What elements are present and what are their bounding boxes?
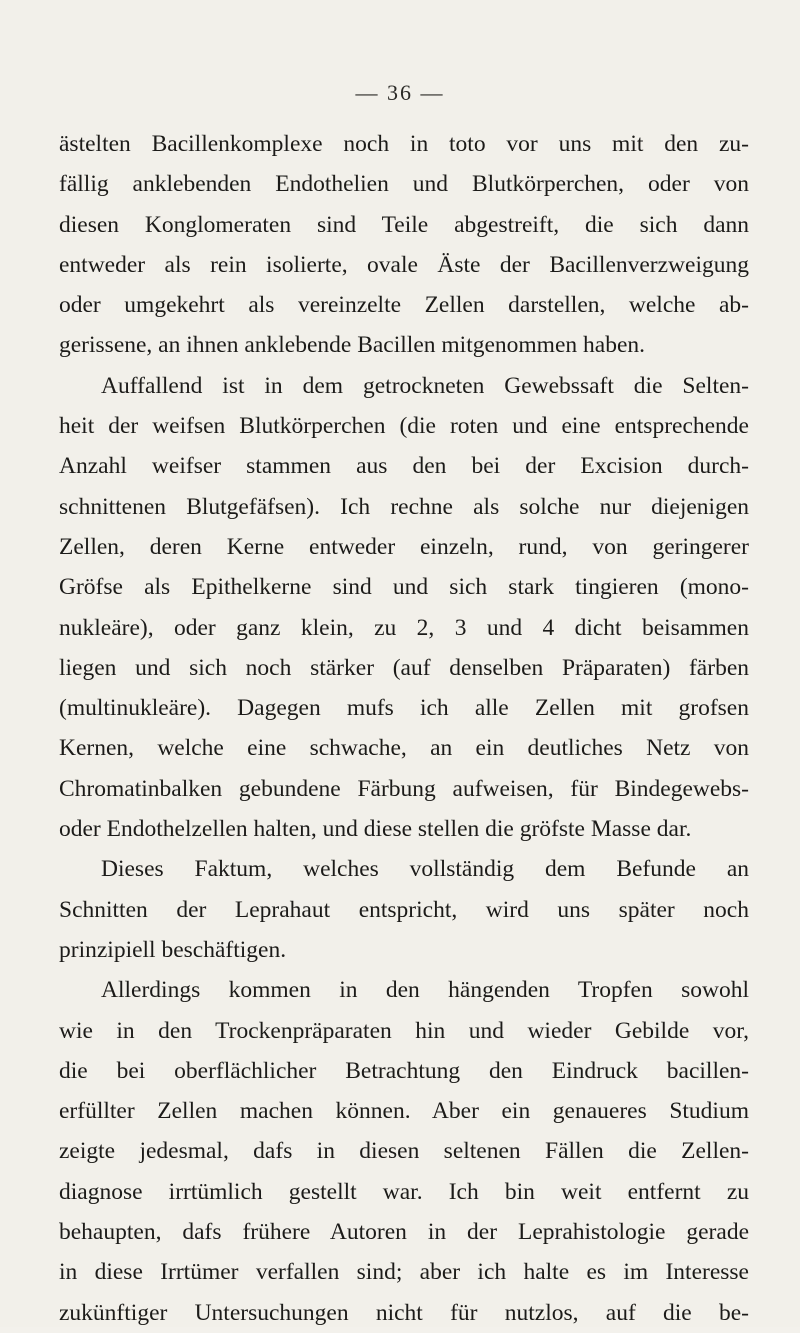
text-line: Auffallend ist in dem getrockneten Gewebssaft die Selten-	[101, 372, 749, 399]
text-line: schnittenen Blutgefäfsen). Ich rechne als solche nur diejenigen	[59, 493, 749, 520]
text-line: behaupten, dafs frühere Autoren in der Leprahistologie gerade	[59, 1219, 749, 1246]
text-line: entweder als rein isolierte, ovale Äste der Bacillenverzweigung	[59, 251, 749, 278]
page-number-header: — 36 —	[355, 80, 445, 105]
text-line: Schnitten der Leprahaut entspricht, wird uns später noch	[59, 896, 749, 923]
text-line: nukleäre), oder ganz klein, zu 2, 3 und 4 dicht beisammen	[59, 614, 749, 641]
text-line: (multinukleäre). Dagegen mufs ich alle Zellen mit grofsen	[59, 695, 749, 722]
text-line: Chromatinbalken gebundene Färbung aufweisen, für Bindegewebs-	[59, 775, 749, 802]
text-line: die bei oberflächlicher Betrachtung den Eindruck bacillen-	[59, 1057, 749, 1084]
body-text	[59, 124, 749, 1333]
text-line: diagnose irrtümlich gestellt war. Ich bin weit entfernt zu	[59, 1178, 749, 1205]
text-line: Gröfse als Epithelkerne sind und sich stark tingieren (mono-	[59, 574, 749, 601]
text-line: ästelten Bacillenkomplexe noch in toto vor uns mit den zu-	[59, 131, 749, 157]
text-line: Kernen, welche eine schwache, an ein deutliches Netz von	[59, 735, 749, 762]
text-line: wie in den Trockenpräparaten hin und wieder Gebilde vor,	[59, 1017, 749, 1044]
text-line: oder Endothelzellen halten, und diese stellen die gröfste Masse dar.	[59, 816, 692, 843]
text-line: erfüllter Zellen machen können. Aber ein genaueres Studium	[59, 1098, 749, 1125]
text-line: liegen und sich noch stärker (auf denselben Präparaten) färben	[59, 654, 749, 681]
text-line: heit der weifsen Blutkörperchen (die roten und eine entsprechende	[59, 413, 749, 440]
text-line: Anzahl weifser stammen aus den bei der Excision durch-	[59, 453, 749, 480]
text-line: gerissene, an ihnen anklebende Bacillen mitgenommen haben.	[59, 332, 645, 359]
text-line: Dieses Faktum, welches vollständig dem Befunde an	[101, 856, 749, 883]
text-line: Allerdings kommen in den hängenden Tropfen sowohl	[101, 977, 749, 1004]
text-line: fällig anklebenden Endothelien und Blutkörperchen, oder von	[59, 171, 749, 198]
text-line: in diese Irrtümer verfallen sind; aber ich halte es im Interesse	[59, 1259, 749, 1286]
text-line: zeigte jedesmal, dafs in diesen seltenen Fällen die Zellen-	[59, 1138, 749, 1165]
text-line: Zellen, deren Kerne entweder einzeln, rund, von geringerer	[59, 533, 749, 560]
text-line: prinzipiell beschäftigen.	[59, 936, 287, 963]
text-line: zukünftiger Untersuchungen nicht für nutzlos, auf die be-	[59, 1299, 749, 1326]
text-line: oder umgekehrt als vereinzelte Zellen darstellen, welche ab-	[59, 292, 749, 319]
text-line: diesen Konglomeraten sind Teile abgestreift, die sich dann	[59, 211, 749, 238]
